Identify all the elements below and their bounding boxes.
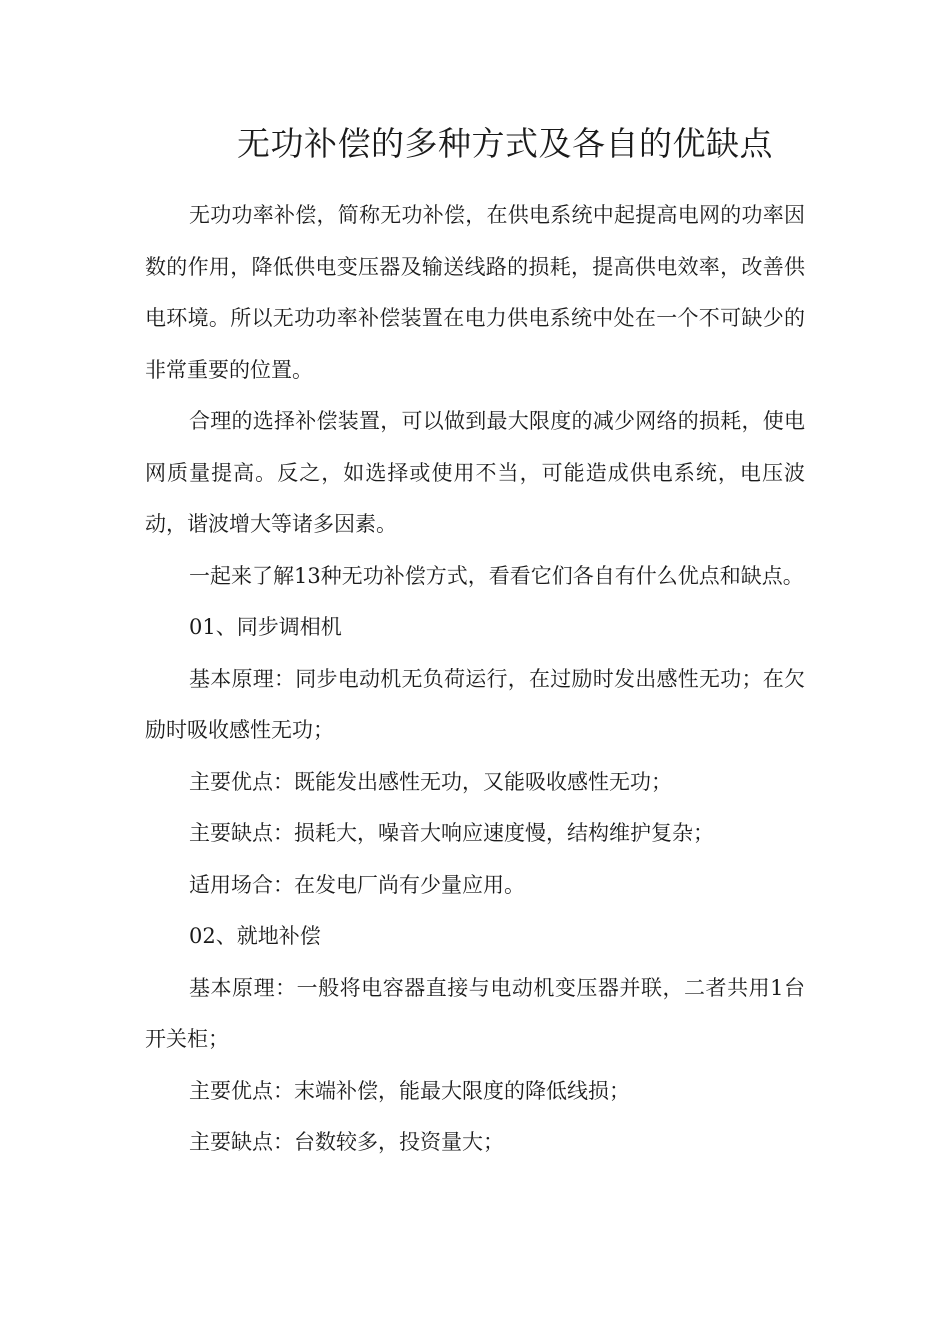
paragraph-02-disadvantage: 主要缺点：台数较多，投资量大； <box>189 1130 504 1154</box>
paragraph-overview: 一起来了解13种无功补偿方式，看看它们各自有什么优点和缺点。 <box>189 563 804 588</box>
document-title: 无功补偿的多种方式及各自的优缺点 <box>237 124 773 163</box>
paragraph-02-principle: 基本原理：一般将电容器直接与电动机变压器并联，二者共用1台开关柜； <box>145 975 805 1051</box>
section-heading-01: 01、同步调相机 <box>189 615 342 639</box>
paragraph-01-principle: 基本原理：同步电动机无负荷运行，在过励时发出感性无功；在欠励时吸收感性无功； <box>145 666 805 742</box>
paragraph-01-application: 适用场合：在发电厂尚有少量应用。 <box>189 872 525 897</box>
paragraph-01-disadvantage: 主要缺点：损耗大，噪音大响应速度慢，结构维护复杂； <box>189 821 714 845</box>
paragraph-01-advantage: 主要优点：既能发出感性无功，又能吸收感性无功； <box>189 769 672 794</box>
section-heading-02: 02、就地补偿 <box>189 924 321 948</box>
paragraph-02-advantage: 主要优点：末端补偿，能最大限度的降低线损； <box>189 1078 630 1103</box>
paragraph-selection: 合理的选择补偿装置，可以做到最大限度的减少网络的损耗，使电网质量提高。反之，如选择或使用不当，可能造成供电系统，电压波动，谐波增大等诸多因素。 <box>145 409 805 536</box>
paragraph-intro: 无功功率补偿，简称无功补偿，在供电系统中起提高电网的功率因数的作用，降低供电变压器及输送线路的损耗，提高供电效率，改善供电环境。所以无功功率补偿装置在电力供电系统中处在一个不可缺少的非常重要的位置。 <box>145 203 805 382</box>
document-body <box>145 190 805 1169</box>
